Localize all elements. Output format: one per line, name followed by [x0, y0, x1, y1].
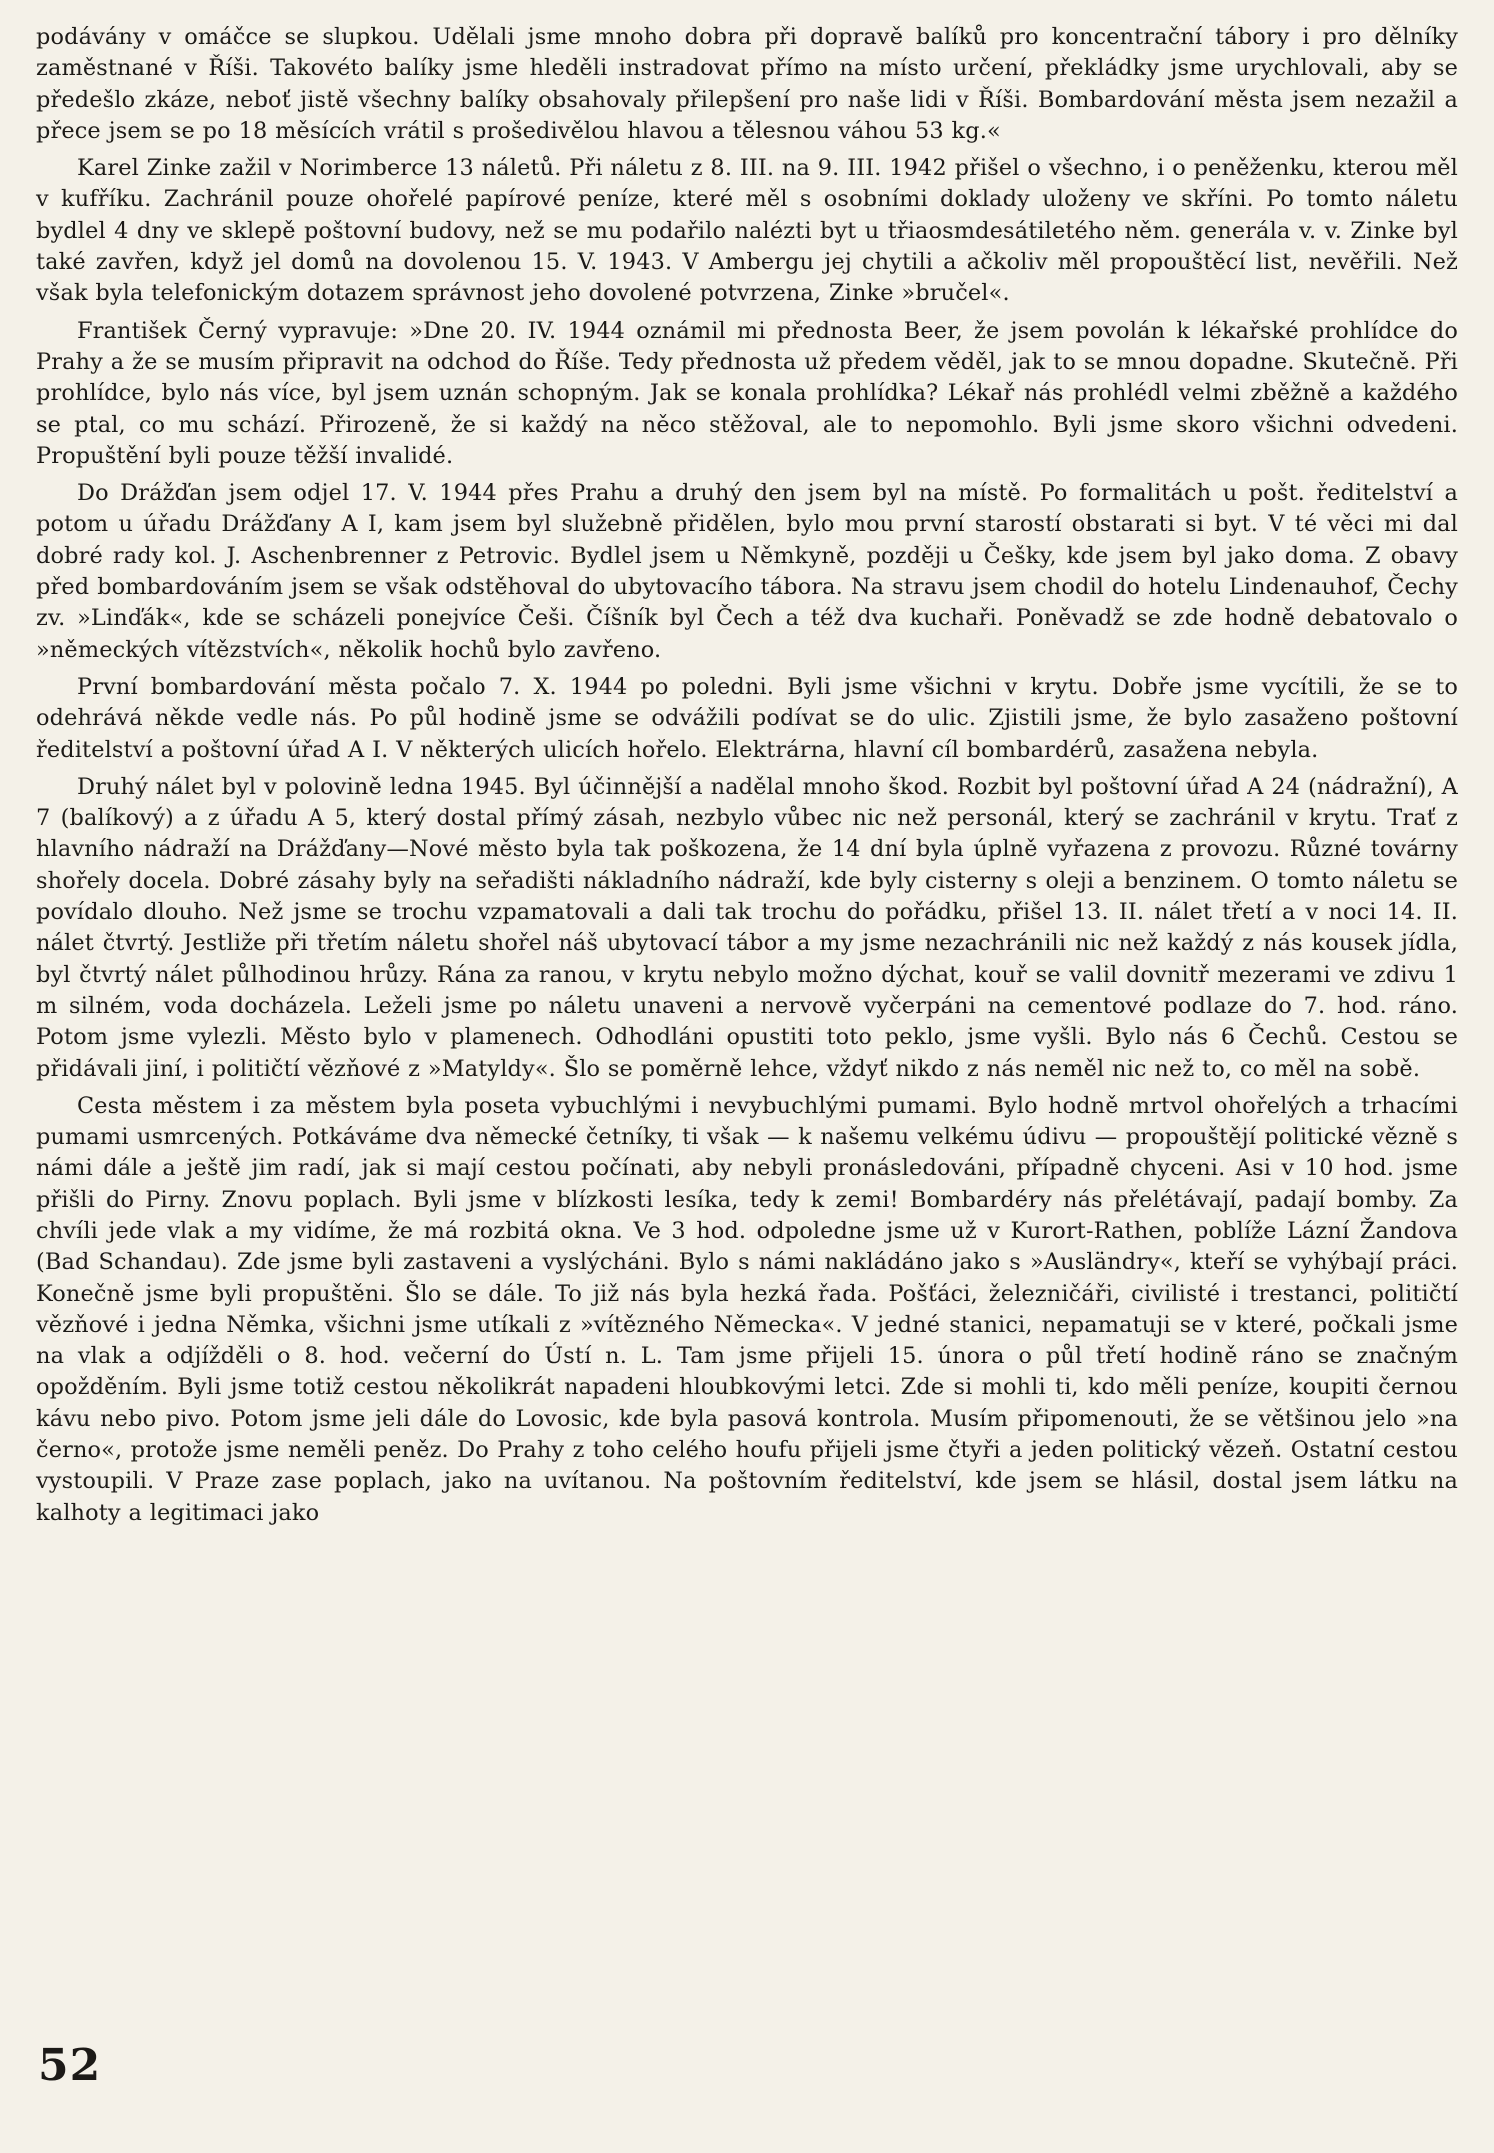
- paragraph-3: František Černý vypravuje: »Dne 20. IV. 1944 oznámil mi přednosta Beer, že jsem povolán k lékařské prohlídce do Prahy a že se musím připravit na odchod do Říše. Tedy přednosta už předem věděl, jak to se mnou dopadne. Skutečně. Při prohlídce, bylo nás více, byl jsem uznán schopným. Jak se konala prohlídka? Lékař nás prohlédl velmi zběžně a každého se ptal, co mu schází. Přirozeně, že si každý na něco stěžoval, ale to nepomohlo. Byli jsme skoro všichni odvedeni. Propuštění byli pouze těžší invalidé.: [36, 317, 1458, 469]
- paragraph-1: podávány v omáčce se slupkou. Udělali jsme mnoho dobra při dopravě balíků pro koncentrační tábory i pro dělníky zaměstnané v Říši. Takovéto balíky jsme hleděli instradovat přímo na místo určení, překládky jsme urychlovali, aby se předešlo zkáze, neboť jistě všechny balíky obsahovaly přilepšení pro naše lidi v Říši. Bombardování města jsem nezažil a přece jsem se po 18 měsících vrátil s prošedivělou hlavou a tělesnou váhou 53 kg.«: [36, 24, 1458, 144]
- paragraph-4: Do Drážďan jsem odjel 17. V. 1944 přes Prahu a druhý den jsem byl na místě. Po formalitách u pošt. ředitelství a potom u úřadu Drážďany A I, kam jsem byl služebně přidělen, bylo mou první starostí obstarati si byt. V té věci mi dal dobré rady kol. J. Aschenbrenner z Petrovic. Bydlel jsem u Němkyně, později u Češky, kde jsem byl jako doma. Z obavy před bombardováním jsem se však odstěhoval do ubytovacího tábora. Na stravu jsem chodil do hotelu Lindenauhof, Čechy zv. »Linďák«, kde se scházeli ponejvíce Češi. Číšník byl Čech a též dva kuchaři. Poněvadž se zde hodně debatovalo o »německých vítězstvích«, několik hochů bylo zavřeno.: [36, 480, 1458, 663]
- page-text: [36, 22, 1458, 1535]
- paragraph-7: Cesta městem i za městem byla poseta vybuchlými i nevybuchlými pumami. Bylo hodně mrtvol ohořelých a trhacími pumami usmrcených. Potkáváme dva německé četníky, ti však — k našemu velkému údivu — propouštějí politické vězně s námi dále a ještě jim radí, jak si mají cestou počínati, aby nebyli pronásledováni, případně chyceni. Asi v 10 hod. jsme přišli do Pirny. Znovu poplach. Byli jsme v blízkosti lesíka, tedy k zemi! Bombardéry nás přelétávají, padají bomby. Za chvíli jede vlak a my vidíme, že má rozbitá okna. Ve 3 hod. odpoledne jsme už v Kurort-Rathen, poblíže Lázní Žandova (Bad Schandau). Zde jsme byli zastaveni a vyslýcháni. Bylo s námi nakládáno jako s »Ausländry«, kteří se vyhýbají práci. Konečně jsme byli propuštěni. Šlo se dále. To již nás byla hezká řada. Pošťáci, železničáři, civilisté i trestanci, političtí vězňové i jedna Němka, všichni jsme utíkali z »vítězného Německa«. V jedné stanici, nepamatuji se v které, počkali jsme na vlak a odjížděli o 8. hod. večerní do Ústí n. L. Tam jsme přijeli 15. února o půl třetí hodině ráno se značným opožděním. Byli jsme totiž cestou několikrát napadeni hloubkovými letci. Zde si mohli ti, kdo měli peníze, koupiti černou kávu nebo pivo. Potom jsme jeli dále do Lovosic, kde byla pasová kontrola. Musím připomenouti, že se většinou jelo »na černo«, protože jsme neměli peněz. Do Prahy z toho celého houfu přijeli jsme čtyři a jeden politický vězeň. Ostatní cestou vystoupili. V Praze zase poplach, jako na uvítanou. Na poštovním ředitelství, kde jsem se hlásil, dostal jsem látku na kalhoty a legitimaci jako: [36, 1092, 1458, 1526]
- paragraph-6: Druhý nálet byl v polovině ledna 1945. Byl účinnější a nadělal mnoho škod. Rozbit byl poštovní úřad A 24 (nádražní), A 7 (balíkový) a z úřadu A 5, který dostal přímý zásah, nezbylo vůbec nic než personál, který se zachránil v krytu. Trať z hlavního nádraží na Drážďany—Nové město byla tak poškozena, že 14 dní byla úplně vyřazena z provozu. Různé továrny shořely docela. Dobré zásahy byly na seřadišti nákladního nádraží, kde byly cisterny s oleji a benzinem. O tomto náletu se povídalo dlouho. Než jsme se trochu vzpamatovali a dali tak trochu do pořádku, přišel 13. II. nálet třetí a v noci 14. II. nálet čtvrtý. Jestliže při třetím náletu shořel náš ubytovací tábor a my jsme nezachránili nic než každý z nás kousek jídla, byl čtvrtý nálet půlhodinou hrůzy. Rána za ranou, v krytu nebylo možno dýchat, kouř se valil dovnitř mezerami ve zdivu 1 m silném, voda docházela. Leželi jsme po náletu unaveni a nervově vyčerpáni na cementové podlaze do 7. hod. ráno. Potom jsme vylezli. Město bylo v plamenech. Odhodláni opustiti toto peklo, jsme vyšli. Bylo nás 6 Čechů. Cestou se přidávali jiní, i političtí vězňové z »Matyldy«. Šlo se poměrně lehce, vždyť nikdo z nás neměl nic než to, co měl na sobě.: [36, 773, 1458, 1082]
- page-number: 52: [38, 2040, 102, 2091]
- paragraph-5: První bombardování města počalo 7. X. 1944 po poledni. Byli jsme všichni v krytu. Dobře jsme vycítili, že se to odehrává někde vedle nás. Po půl hodině jsme se odvážili podívat se do ulic. Zjistili jsme, že bylo zasaženo poštovní ředitelství a poštovní úřad A I. V některých ulicích hořelo. Elektrárna, hlavní cíl bombardérů, zasažena nebyla.: [36, 673, 1458, 763]
- paragraph-2: Karel Zinke zažil v Norimberce 13 náletů. Při náletu z 8. III. na 9. III. 1942 přišel o všechno, i o peněženku, kterou měl v kufříku. Zachránil pouze ohořelé papírové peníze, které měl s osobními doklady uloženy ve skříni. Po tomto náletu bydlel 4 dny ve sklepě poštovní budovy, než se mu podařilo nalézti byt u třiaosmdesátiletého něm. generála v. v. Zinke byl také zavřen, když jel domů na dovolenou 15. V. 1943. V Ambergu jej chytili a ačkoliv měl propouštěcí list, nevěřili. Než však byla telefonickým dotazem správnost jeho dovolené potvrzena, Zinke »bručel«.: [36, 155, 1458, 307]
